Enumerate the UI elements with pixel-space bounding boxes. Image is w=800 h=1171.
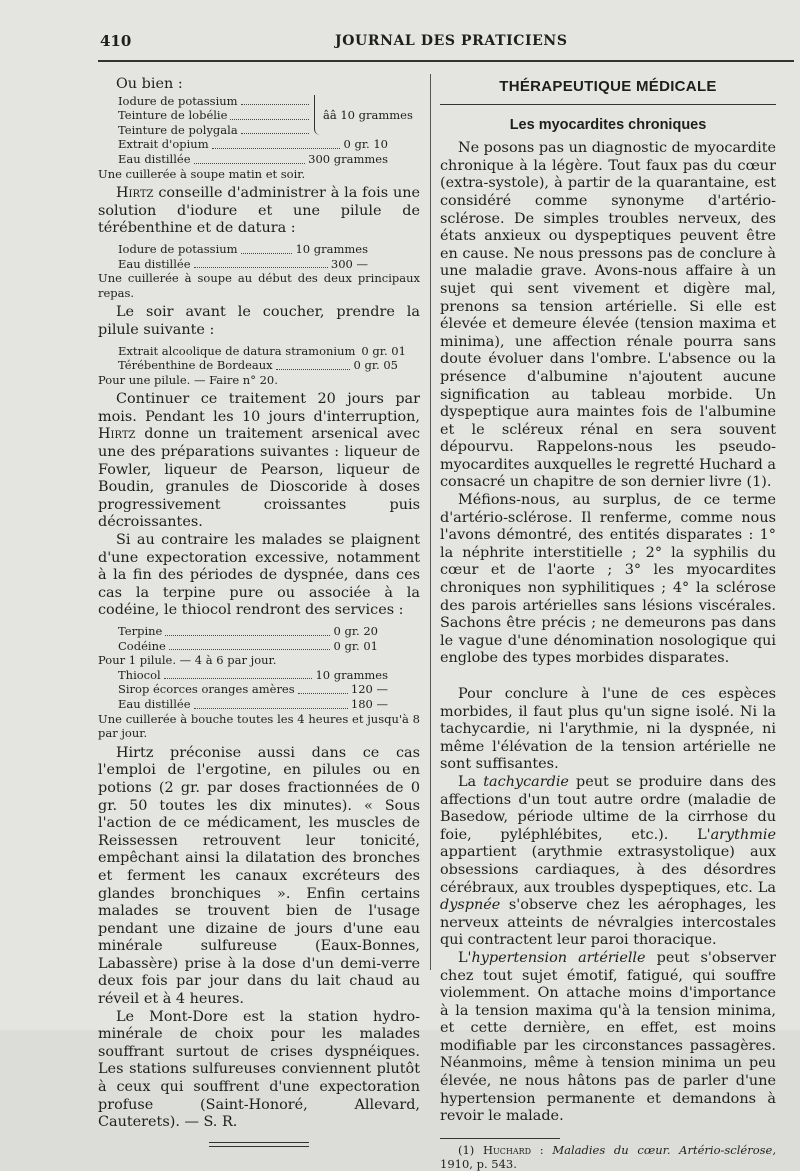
rx-line: Eau distillée 180 —: [118, 696, 388, 711]
rx-line: Térébenthine de Bordeaux 0 gr. 05: [118, 358, 398, 373]
rx-line: Terpine 0 gr. 20: [118, 624, 378, 638]
prescription-2: [98, 242, 368, 271]
section-title: THÉRAPEUTIQUE MÉDICALE: [499, 78, 717, 95]
right-column: [440, 76, 776, 1171]
rx-line: Teinture de polygala: [118, 123, 312, 138]
footnote: (1) Huchard : Maladies du cœur. Artério-sclérose, 1910, p. 543.: [440, 1142, 776, 1171]
header-rule: [98, 60, 794, 62]
rx-line: Extrait alcoolique de datura stramonium 0 gr. 01: [118, 343, 406, 358]
paragraph: Hirtz conseille d'administrer à la fois une solution d'iodure et une pilule de térébenthine et de datura :: [98, 185, 420, 237]
footnote-rule: [440, 1138, 560, 1139]
rx-line: Sirop écorces oranges amères 120 —: [118, 682, 388, 697]
prescription-note: Pour une pilule. — Faire n° 20.: [98, 372, 278, 387]
rx-line: Eau distillée 300 —: [118, 256, 368, 271]
rx-line: Teinture de lobélie: [118, 108, 312, 123]
paragraph: Méfions-nous, au surplus, de ce terme d'artério-sclérose. Il renferme, comme nous l'avons démontré, des entités disparates : 1° la néphrite interstitielle ; 2° la syphilis du cœur et de l'aorte ; 3° les myocardites chroniques non syphilitiques ; 4° la sclérose des parois artérielles sans lésions viscérales. Sachons être précis ; ne demeurons pas dans le vague d'une dénomination nosologique qui englobe des types morbides disparates.: [440, 492, 776, 667]
journal-title: JOURNAL DES PRATICIENS: [335, 33, 568, 49]
rx-line: Extrait d'opium 0 gr. 10: [118, 137, 388, 152]
rx-line: Thiocol 10 grammes: [118, 667, 388, 682]
left-column: [98, 76, 420, 1147]
article-title: Les myocardites chroniques: [509, 116, 707, 133]
rx-line: Codéine 0 gr. 01: [118, 638, 378, 653]
paragraph: Pour conclure à l'une de ces espèces morbides, il faut plus qu'un signe isolé. Ni la tachycardie, ni l'arythmie, ni la dyspnée, ni même l'élévation de la tension artérielle ne sont suffisantes.: [440, 686, 776, 773]
article-end-rule: [209, 1142, 309, 1147]
prescription-note: Une cuillerée à bouche toutes les 4 heures et jusqu'à 8 par jour.: [98, 711, 420, 741]
rx-line: Iodure de potassium 10 grammes: [118, 241, 368, 256]
paragraph: Si au contraire les malades se plaignent d'une expectoration excessive, notamment à la fin des périodes de dyspnée, dans ces cas la terpine pure ou associée à la codéine, le thiocol rendront des services :: [98, 532, 420, 619]
page-header: [100, 30, 790, 52]
prescription-1: [98, 94, 420, 167]
prescription-note: Une cuillerée à soupe matin et soir.: [98, 166, 306, 181]
paragraph: Le Mont-Dore est la station hydro-minérale de choix pour les malades souffrant surtout de crises dyspnéiques. Les stations sulfureuses conviennent plutôt à ceux qui souffrent d'une expectoration profuse (Saint-Honoré, Allevard, Cauterets). — S. R.: [98, 1008, 420, 1131]
prescription-3: [98, 343, 406, 373]
prescription-5: [98, 668, 388, 712]
prescription-4: [98, 624, 378, 653]
prescription-note: Une cuillerée à soupe au début des deux principaux repas.: [98, 271, 420, 300]
paragraph: La tachycardie peut se produire dans des affections d'un tout autre ordre (maladie de Basedow, période ultime de la cirrhose du foie, pyléphlébites, etc.). L'arythmie appartient (arythmie extrasystolique) aux obsessions cardiaques, à des désordres cérébraux, aux troubles dyspeptiques, etc. La dyspnée s'observe chez les aérophages, les nerveux atteints de névralgies intercostales qui contractent leur paroi thoracique.: [440, 773, 776, 949]
paragraph: L'hypertension artérielle peut s'observer chez tout sujet émotif, fatigué, qui souffre violemment. On attache moins d'importance à la tension maxima qu'à la tension minima, et cette dernière, en effet, est moins modifiable par les circonstances passagères. Néanmoins, même à tension minima un peu élevée, ne nous hâtons pas de parler d'une hypertension permanente et demandons à revoir le malade.: [440, 949, 777, 1125]
intro-text: Ou bien :: [116, 76, 183, 92]
prescription-brace-group: [118, 94, 420, 138]
page-number: 410: [100, 32, 132, 50]
column-divider: [430, 74, 431, 970]
section-rule: [440, 104, 776, 105]
brace-quantity: ââ 10 grammes: [314, 95, 413, 135]
paragraph: Hirtz préconise aussi dans ce cas l'emploi de l'ergotine, en pilules ou en potions (2 gr. par doses fractionnées de 0 gr. 50 toutes les dix minutes). « Sous l'action de ce médicament, les muscles de Reissessen retrouvent leur tonicité, empêchant ainsi la dilatation des bronches et ferment les canaux excréteurs des glandes bronchiques ». Enfin certains malades se trouvent bien de l'usage pendant une dizaine de jours d'une eau minérale sulfureuse (Eaux-Bonnes, Labassère) prise à la dose d'un demi-verre deux fois par jour dans du lait chaud au réveil et à 4 heures.: [98, 744, 420, 1008]
paragraph: Le soir avant le coucher, prendre la pilule suivante :: [98, 304, 420, 338]
rx-line: Iodure de potassium: [118, 94, 312, 109]
rx-line: Eau distillée 300 grammes: [118, 151, 388, 166]
paragraph: Continuer ce traitement 20 jours par mois. Pendant les 10 jours d'interruption, Hirtz donne un traitement arsenical avec une des préparations suivantes : liqueur de Fowler, liqueur de Pearson, liqueur de Boudin, granules de Dioscoride à doses progressivement croissantes puis décroissantes.: [98, 391, 420, 531]
prescription-note: Pour 1 pilule. — 4 à 6 par jour.: [98, 653, 277, 668]
paragraph: Ne posons pas un diagnostic de myocardite chronique à la légère. Tout faux pas du cœur (extra-systole), à partir de la quarantaine, est considéré comme synonyme d'artério-sclérose. De simples troubles nerveux, des états anxieux ou dyspeptiques peuvent être en cause. Ne nous pressons pas de conclure à une maladie grave. Avons-nous affaire à un sujet qui sent vivement et digère mal, prenons sa tension artérielle. Si elle est élevée et demeure élevée (tension maxima et minima), une affection rénale pourra sans doute évoluer dans l'ombre. L'absence ou la présence d'albumine n'ajoutent aucune signification au tableau morbide. Un dyspeptique aura maintes fois de l'albumine et le scléreux rénal en sera souvent dépourvu. Rappelons-nous les pseudo-myocardites auxquelles le regretté Huchard a consacré un chapitre de son dernier livre (1).: [440, 140, 777, 491]
